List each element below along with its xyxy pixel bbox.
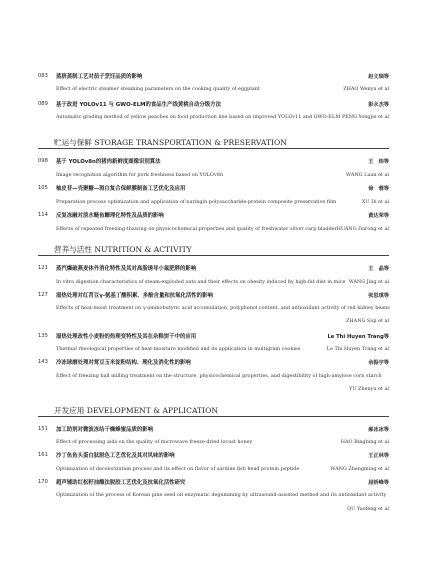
authors-cn: 张思琪等 [368, 293, 389, 299]
authors-cn: 赵文瑞等 [368, 74, 389, 80]
page-number: 170 [38, 479, 48, 485]
authors-en: WANG Zhengming et al [330, 466, 389, 472]
article-title-cn[interactable]: 蒸汽爆破燕麦体外消化特性及其对高脂诱导小鼠肥胖的影响 [56, 266, 197, 272]
page-number: 114 [38, 212, 48, 218]
authors-cn: 郝冰冰等 [368, 427, 389, 433]
article-title-en: Preparation process optimization and application of naringin-polysaccharide-protein composite preservative film [56, 199, 337, 205]
authors-cn: 王 炜等 [368, 159, 389, 165]
article-title-en: In vitro digestion characteristics of steam-exploded oats and their effects on obesity induced by high-fat diet in mice [56, 279, 346, 285]
section-title: 开发应用 DEVELOPMENT & APPLICATION [54, 406, 218, 415]
authors-en: YU Zhenyu et al [349, 386, 389, 392]
article-title-cn[interactable]: 基于 YOLOv8n的猪肉新鲜度图像识别算法 [56, 159, 161, 165]
page-number: 083 [38, 73, 48, 79]
article-title-en: Optimization of decolorization process and its effect on flavor of sardine fish head protein peptide [56, 466, 300, 472]
article-title-cn[interactable]: 超声辅助红松籽油酶法脱胶工艺优化及抗氧化活性研究 [56, 480, 186, 486]
article-title-cn[interactable]: 湿热处理改性小麦粉的热理变特性及其在杂粮饼干中的应用 [56, 334, 197, 340]
article-title-cn[interactable]: 沙丁鱼鱼头蛋白肽脱色工艺优化及其对风味的影响 [56, 453, 175, 459]
authors-en: PENG Yongjie et al [341, 114, 389, 120]
article-title-cn[interactable]: 反复冻融对淡水鲢鱼鳔理化特性及品质的影响 [56, 213, 164, 219]
page-number: 105 [38, 185, 48, 191]
authors-en: XU Di et al [361, 199, 389, 205]
authors-cn: 王 晶等 [368, 266, 389, 272]
article-title-cn[interactable]: 蒸脐蒸制工艺对茄子烹饪品质的影响 [56, 74, 143, 80]
section-divider [38, 255, 389, 256]
article-title-cn[interactable]: 基于改进 YOLOv11 与 GWO-ELM的食品生产线黄桃自动分级方法 [56, 102, 221, 108]
article-title-cn[interactable]: 加工助剂对微波冻结干燥蜂蜜品质的影响 [56, 427, 154, 433]
authors-en: WANG Luan et al [346, 172, 389, 178]
section-title: 贮运与保鲜 STORAGE TRANSPORTATION & PRESERVATION [54, 138, 287, 147]
page-number: 161 [38, 452, 48, 458]
section-divider [38, 148, 389, 149]
article-title-en: Effects of heat-moist treatment on γ-aminobutyric acid accumulation, polyphenol content, and antioxidant activity of red kidney beans [56, 305, 390, 311]
authors-en: Le Thi Huyen Trang et al [326, 346, 389, 352]
authors-cn: 余振宇等 [368, 360, 389, 366]
page-number: 151 [38, 426, 48, 432]
authors-cn: 屈娇峰等 [368, 480, 389, 486]
page-number: 143 [38, 359, 48, 365]
article-title-en: Thermal rheological properties of heat-moisture modified and its application in multigrain cookies [56, 346, 301, 352]
authors-cn: 徐 蓉等 [368, 186, 389, 192]
authors-en: ZHAO Wenyu et al [343, 86, 389, 92]
page-number: 121 [38, 265, 48, 271]
page-number: 135 [38, 333, 48, 339]
article-title-en: Effect of electric steamer steaming parameters on the cooking quality of eggplant [56, 86, 260, 92]
section-divider [38, 416, 389, 417]
article-title-en: Effects of repeated freezing-thawing on physicochemical properties and quality of freshwater silver carp bladder [56, 226, 338, 232]
authors-en: QU Yaofeng et al [347, 506, 389, 512]
authors-cn: 黄达荣等 [368, 213, 389, 219]
authors-en: HAO Bingbing et al [340, 439, 389, 445]
article-title-en: Optimization of the process of Korean pine seed oil enzymatic degumming by ultrasound-assisted method and its antioxidant activity [56, 492, 387, 498]
authors-en: ZHANG Siqi et al [346, 318, 389, 324]
article-title-cn[interactable]: 柚皮苷—壳聚糖—斑白复合保鲜膜制备工艺优化及应用 [56, 186, 186, 192]
article-title-cn[interactable]: 冷冻球磨处理对莺豆玉米淀粉结构、理化及消化性的影响 [56, 360, 191, 366]
section-title: 营养与活性 NUTRITION & ACTIVITY [54, 245, 192, 254]
authors-en: WANG Jing et al [348, 279, 389, 285]
authors-en: HUANG Darong et al [336, 226, 389, 232]
article-title-en: Effect of freezing ball milling treatment on the structure, physicochemical properties, and digestibility of high-amylose corn starch [56, 373, 382, 379]
article-title-en: Image recognition algorithm for pork freshness based on YOLOv8n [56, 172, 223, 178]
page-number: 127 [38, 292, 48, 298]
page-number: 098 [38, 158, 48, 164]
article-title-cn[interactable]: 湿热处理对红苕豆γ-氨基丁酸积累、多酚含量和抗氧化活性的影响 [56, 293, 213, 299]
article-title-en: Automatic grading method of yellow peaches on food production line based on improved YOLOv11 and GWO-ELM [56, 114, 341, 120]
article-title-en: Effect of processing aids on the quality of microwave freeze-dried locust honey [56, 439, 253, 445]
page-number: 089 [38, 101, 48, 107]
authors-cn: 彭永杰等 [368, 102, 389, 108]
authors-cn: 王正林等 [368, 453, 389, 459]
authors-cn: Le Thi Huyen Trang等 [327, 334, 389, 340]
